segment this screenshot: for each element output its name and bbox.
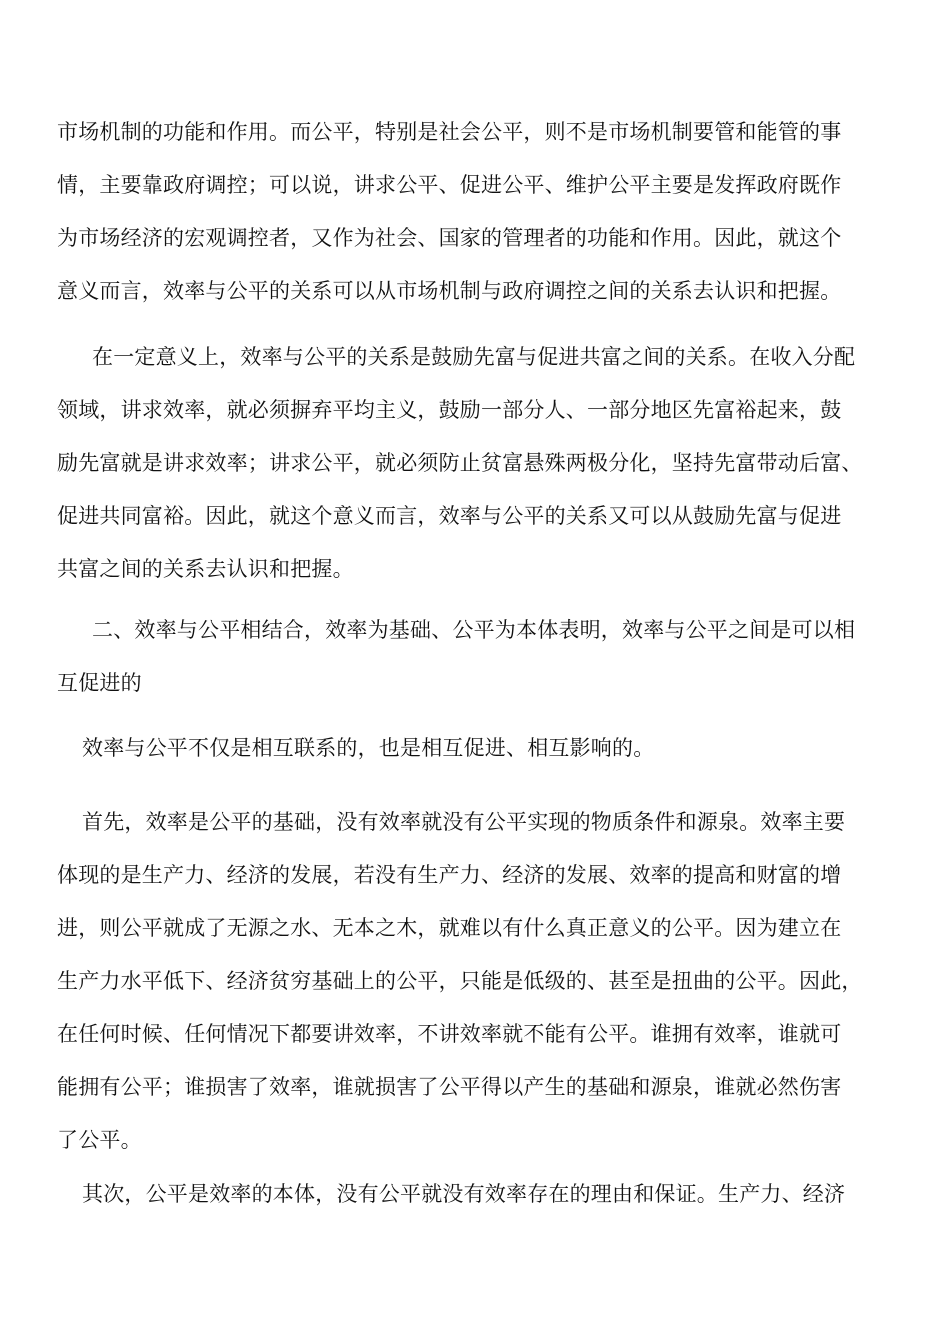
text-line: 二、效率与公平相结合，效率为基础、公平为本体表明，效率与公平之间是可以相	[92, 618, 856, 642]
text-line: 意义而言，效率与公平的关系可以从市场机制与政府调控之间的关系去认识和把握。	[57, 279, 842, 303]
paragraph-mutual-promotion	[57, 722, 897, 775]
text-line: 共富之间的关系去认识和把握。	[57, 557, 354, 581]
text-line: 首先，效率是公平的基础，没有效率就没有公平实现的物质条件和源泉。效率主要	[82, 810, 846, 834]
text-line: 情，主要靠政府调控；可以说，讲求公平、促进公平、维护公平主要是发挥政府既作	[57, 173, 842, 197]
text-line: 了公平。	[57, 1128, 142, 1152]
text-line: 市场机制的功能和作用。而公平，特别是社会公平，则不是市场机制要管和能管的事	[57, 120, 842, 144]
text-line: 生产力水平低下、经济贫穷基础上的公平，只能是低级的、甚至是扭曲的公平。因此，	[57, 969, 863, 993]
paragraph-market-mechanism	[57, 106, 897, 318]
section-heading-two	[57, 604, 897, 710]
text-line: 进，则公平就成了无源之水、无本之木，就难以有什么真正意义的公平。因为建立在	[57, 916, 842, 940]
paragraph-common-prosperity	[57, 331, 897, 596]
text-line: 促进共同富裕。因此，就这个意义而言，效率与公平的关系又可以从鼓励先富与促进	[57, 504, 842, 528]
text-line: 效率与公平不仅是相互联系的，也是相互促进、相互影响的。	[82, 736, 655, 760]
text-line: 励先富就是讲求效率；讲求公平，就必须防止贫富悬殊两极分化，坚持先富带动后富、	[57, 451, 863, 475]
text-line: 互促进的	[57, 671, 142, 695]
text-line: 领域，讲求效率，就必须摒弃平均主义，鼓励一部分人、一部分地区先富裕起来，鼓	[57, 398, 842, 422]
text-line: 为市场经济的宏观调控者，又作为社会、国家的管理者的功能和作用。因此，就这个	[57, 226, 842, 250]
text-line: 体现的是生产力、经济的发展，若没有生产力、经济的发展、效率的提高和财富的增	[57, 863, 842, 887]
text-line: 其次，公平是效率的本体，没有公平就没有效率存在的理由和保证。生产力、经济	[82, 1182, 846, 1206]
paragraph-efficiency-foundation	[57, 796, 897, 1167]
text-line: 在任何时候、任何情况下都要讲效率，不讲效率就不能有公平。谁拥有效率，谁就可	[57, 1022, 842, 1046]
text-line: 在一定意义上，效率与公平的关系是鼓励先富与促进共富之间的关系。在收入分配	[92, 345, 856, 369]
text-line: 能拥有公平；谁损害了效率，谁就损害了公平得以产生的基础和源泉，谁就必然伤害	[57, 1075, 842, 1099]
paragraph-fairness-essence	[57, 1168, 897, 1221]
